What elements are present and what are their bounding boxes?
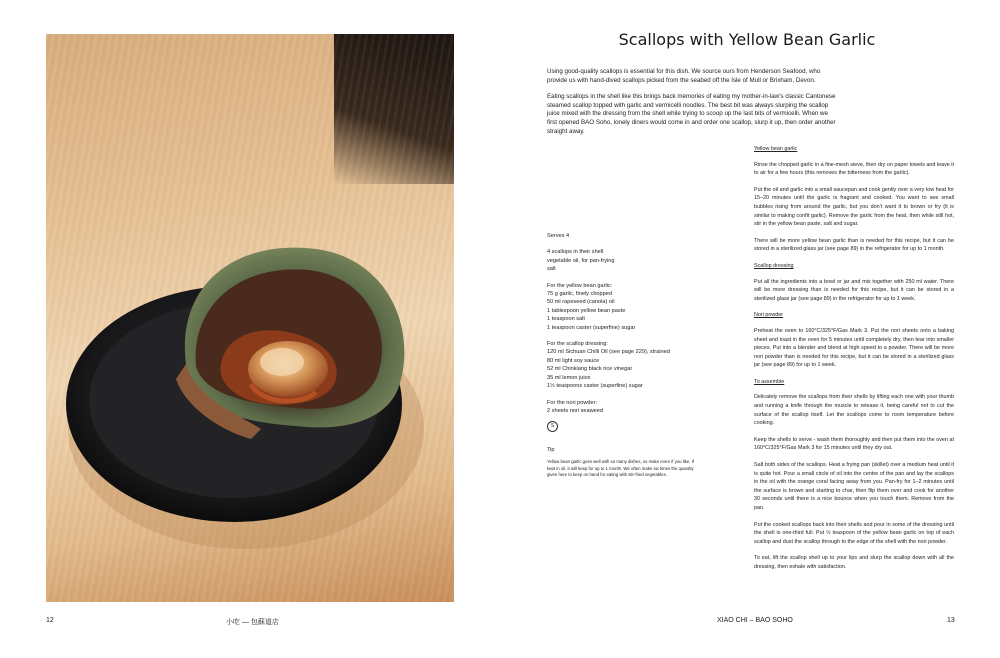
ingredient-item: 120 ml Sichuan Chilli Oil (see page 229), strained	[547, 349, 670, 356]
method-paragraph: To eat, lift the scallop shell up to your lips and slurp the scallop down with all the dressing, then exhale with satisfaction.	[754, 555, 954, 570]
method-column	[754, 145, 954, 580]
ingredient-item: salt	[547, 266, 556, 273]
scallop-plate-illustration	[46, 34, 454, 602]
right-running-title: XIAO CHI – BAO SOHO	[717, 617, 793, 624]
method-paragraph: Put the cooked scallops back into their shells and pour in some of the dressing until the shell is one-third full. Put ½ teaspoon of the yellow bean garlic on top of each scallop and dust the scallop through to the edge of the shell with the nori powder.	[754, 521, 954, 545]
method-paragraph: Delicately remove the scallops from their shells by lifting each one with your thumb and running a knife through the muscle to release it, being careful not to cut the surface of the scallop itself. Let the scallops come to room temperature before cooking.	[754, 394, 954, 427]
ingredient-subheading: For the scallop dressing:	[547, 341, 608, 348]
ingredient-item: vegetable oil, for pan-frying	[547, 257, 615, 264]
recipe-badge: S	[547, 421, 558, 432]
ingredient-item: 1½ teaspoons caster (superfine) sugar	[547, 383, 643, 390]
method-paragraph: Put all the ingredients into a bowl or jar and mix together with 250 ml water. There will be more dressing than is needed for this recipe, but it can be stored in a sterilized glass jar (see page 89) in the refrigerator for up to 1 week.	[754, 278, 954, 302]
method-paragraph: Put the oil and garlic into a small saucepan and cook gently over a very low heat for 15–20 minutes until the garlic is fragrant and cooked. You want to see small bubbles rising from around the garlic, but you don’t want it to brown or fry (it is similar to making confit garlic). Remove the garlic from the heat, then while still hot, stir in the yellow bean paste, salt and sugar.	[754, 186, 954, 228]
ingredient-item: 1 teaspoon caster (superfine) sugar	[547, 324, 636, 331]
ingredient-subheading: For the nori powder:	[547, 399, 598, 406]
tip-text: Yellow bean garlic goes well with so many dishes, so make more if you like. If kept in oil, it will keep for up to 1 month. We often make six times the quantity given here to keep on hand for eating with stir-fried vegetables.	[547, 458, 694, 478]
tip-label: Tip	[547, 447, 555, 454]
method-paragraph: Keep the shells to serve - wash them thoroughly and then put them into the oven at 160°C/325°F/Gas Mark 3 for 15 minutes until they dry out.	[754, 436, 954, 452]
ingredient-item: 52 ml Chinkiang black rice vinegar	[547, 366, 633, 373]
left-page-number: 12	[46, 617, 54, 624]
intro-paragraph: Using good-quality scallops is essential for this dish. We source ours from Henderson Seafood, who provide us with hand-dived scallops picked from the seabed off the Isle of Mull or Brixham, Devon.	[547, 68, 821, 84]
ingredient-subheading: For the yellow bean garlic:	[547, 282, 613, 289]
ingredient-item: 1 tablespoon yellow bean paste	[547, 307, 626, 314]
method-paragraph: There will be more yellow bean garlic than is needed for this recipe, but it can be stored in a sterilized glass jar (see page 89) in the refrigerator for up to 1 month.	[754, 237, 954, 253]
ingredient-list	[547, 232, 712, 479]
recipe-intro	[547, 68, 839, 144]
method-heading: Yellow bean garlic	[754, 146, 798, 152]
ingredient-item: 4 scallops in their shell	[547, 249, 604, 256]
ingredient-item: 75 g garlic, finely chopped	[547, 291, 612, 298]
method-heading: Scallop dressing	[754, 262, 794, 269]
method-heading: Nori powder	[754, 312, 784, 319]
serves-label: Serves 4	[547, 233, 570, 239]
left-running-title: 小吃 — 包蘇道店	[226, 619, 279, 626]
ingredient-item: 2 sheets nori seaweed	[547, 407, 603, 414]
dish-photo	[46, 34, 454, 602]
recipe-title: Scallops with Yellow Bean Garlic	[618, 30, 876, 49]
intro-paragraph: Eating scallops in the shell like this brings back memories of eating my mother-in-law’s classic Cantonese steamed scallop topped with garlic and vermicelli noodles. The best bit was always slurping the scallop juice mixed with the dressing from the shell while trying to scoop up the last bits of vermicelli. When we first opened BAO Soho, lonely diners would come in and order one scallop, slurp it up, then order another straight away.	[547, 93, 836, 135]
ingredient-item: 1 teaspoon salt	[547, 316, 585, 323]
ingredient-item: 50 ml rapeseed (canola) oil	[547, 299, 615, 306]
right-page-number: 13	[947, 617, 955, 624]
ingredient-item: 80 ml light soy sauce	[547, 357, 600, 364]
method-paragraph: Salt both sides of the scallops. Heat a frying pan (skillet) over a medium heat until it is quite hot. Pour a small circle of oil into the centre of the pan and lay the scallops in the oil with the orange coral facing away from you. Pan-fry for 1–2 minutes until the surface is brown and starting to char, then flip them over and cook for another 30 seconds until there is a nice bounce when you touch them. Remove from the pan.	[754, 462, 954, 511]
ingredient-item: 35 ml lemon juice	[547, 374, 591, 381]
method-heading: To assemble	[754, 378, 785, 385]
method-paragraph: Preheat the oven to 160°C/325°F/Gas Mark 3. Put the nori sheets onto a baking sheet and toast in the oven for 5 minutes until completely dry, then tear into smaller pieces. Put into a blender and blend at high speed to a powder. There will be more nori powder than is needed for this recipe, but it can be stored in a sterilized glass jar (see page 89) for up to 1 week.	[754, 327, 954, 369]
method-paragraph: Rinse the chopped garlic in a fine-mesh sieve, then dry on paper towels and leave it to air for a few hours (this removes the bitterness from the garlic).	[754, 161, 954, 177]
